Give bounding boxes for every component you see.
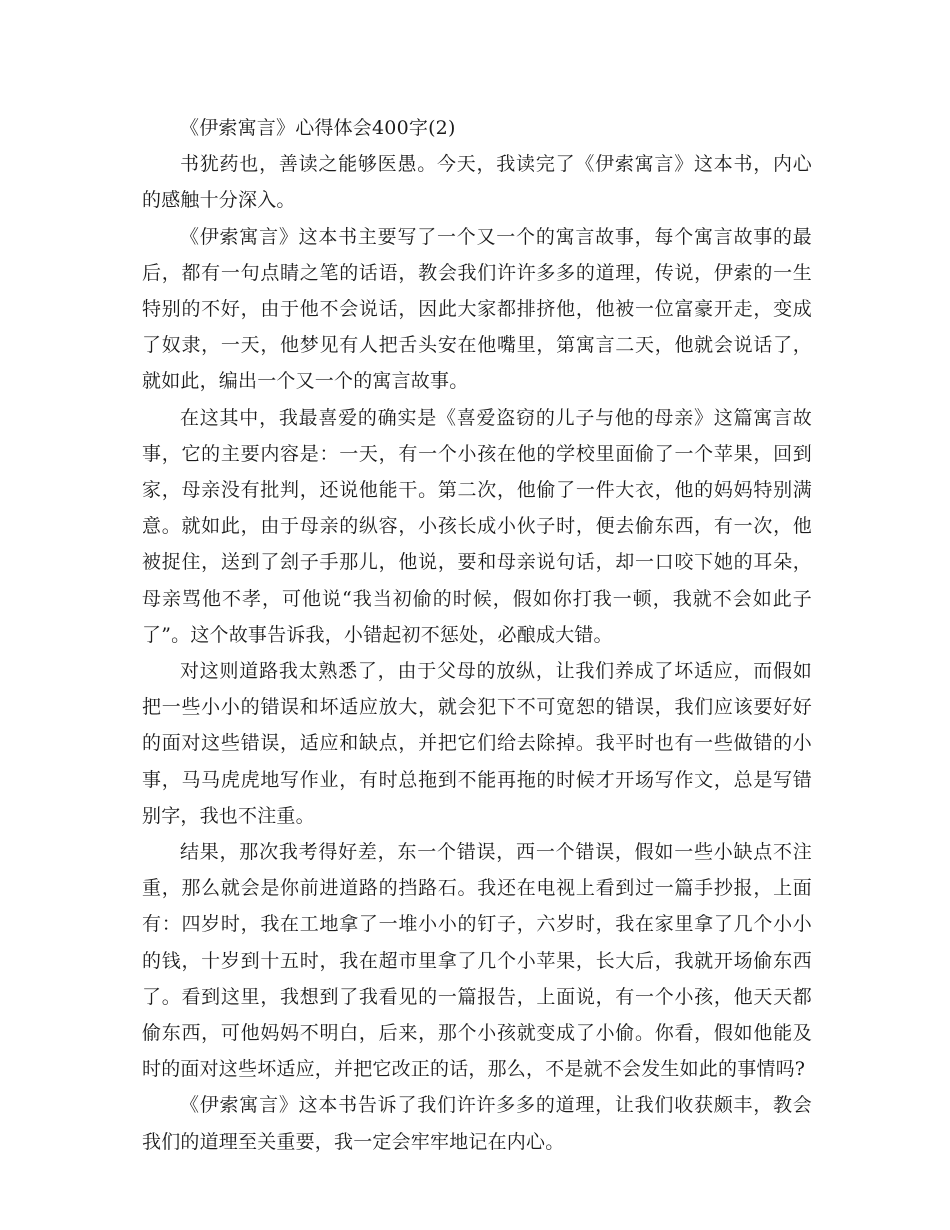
paragraph-book-summary: 《伊索寓言》这本书主要写了一个又一个的寓言故事，每个寓言故事的最后，都有一句点睛之笔的话语，教会我们许许多多的道理，传说，伊索的一生特别的不好，由于他不会说话，因此大家都排挤他，他被一位富豪开走，变成了奴隶，一天，他梦见有人把舌头安在他嘴里，第寓言二天，他就会说话了，就如此，编出一个又一个的寓言故事。 xyxy=(142,225,812,393)
document-title: 《伊索寓言》心得体会400字(2) xyxy=(180,117,456,139)
paragraph-reflection: 对这则道路我太熟悉了，由于父母的放纵，让我们养成了坏适应，而假如把一些小小的错误和坏适应放大，就会犯下不可宽恕的错误，我们应该要好好的面对这些错误，适应和缺点，并把它们给去除掉。我平时也有一些做错的小事，马马虎虎地写作业，有时总拖到不能再拖的时候才开场写作文，总是写错别字，我也不注重。 xyxy=(142,660,812,827)
paragraph-favorite-fable: 在这其中，我最喜爱的确实是《喜爱盗窃的儿子与他的母亲》这篇寓言故事，它的主要内容是：一天，有一个小孩在他的学校里面偷了一个苹果，回到家，母亲没有批判，还说他能干。第二次，他偷了一件大衣，他的妈妈特别满意。就如此，由于母亲的纵容，小孩长成小伙子时，便去偷东西，有一次，他被捉住，送到了刽子手那儿，他说，要和母亲说句话，却一口咬下她的耳朵，母亲骂他不孝，可他说“我当初偷的时候，假如你打我一顿，我就不会如此子了”。这个故事告诉我，小错起初不惩处，必酿成大错。 xyxy=(142,406,812,646)
document-body xyxy=(142,110,812,1160)
paragraph-conclusion: 《伊索寓言》这本书告诉了我们许许多多的道理，让我们收获颇丰，教会我们的道理至关重要，我一定会牢牢地记在内心。 xyxy=(142,1094,812,1153)
paragraph-consequence: 结果，那次我考得好差，东一个错误，西一个错误，假如一些小缺点不注重，那么就会是你前进道路的挡路石。我还在电视上看到过一篇手抄报，上面有：四岁时，我在工地拿了一堆小小的钉子，六岁时，我在家里拿了几个小小的钱，十岁到十五时，我在超市里拿了几个小苹果，长大后，我就开场偷东西了。看到这里，我想到了我看见的一篇报告，上面说，有一个小孩，他天天都偷东西，可他妈妈不明白，后来，那个小孩就变成了小偷。你看，假如他能及时的面对这些坏适应，并把它改正的话，那么，不是就不会发生如此的事情吗? xyxy=(142,841,812,1081)
paragraph-intro: 书犹药也，善读之能够医愚。今天，我读完了《伊索寓言》这本书，内心的感触十分深入。 xyxy=(142,153,812,212)
